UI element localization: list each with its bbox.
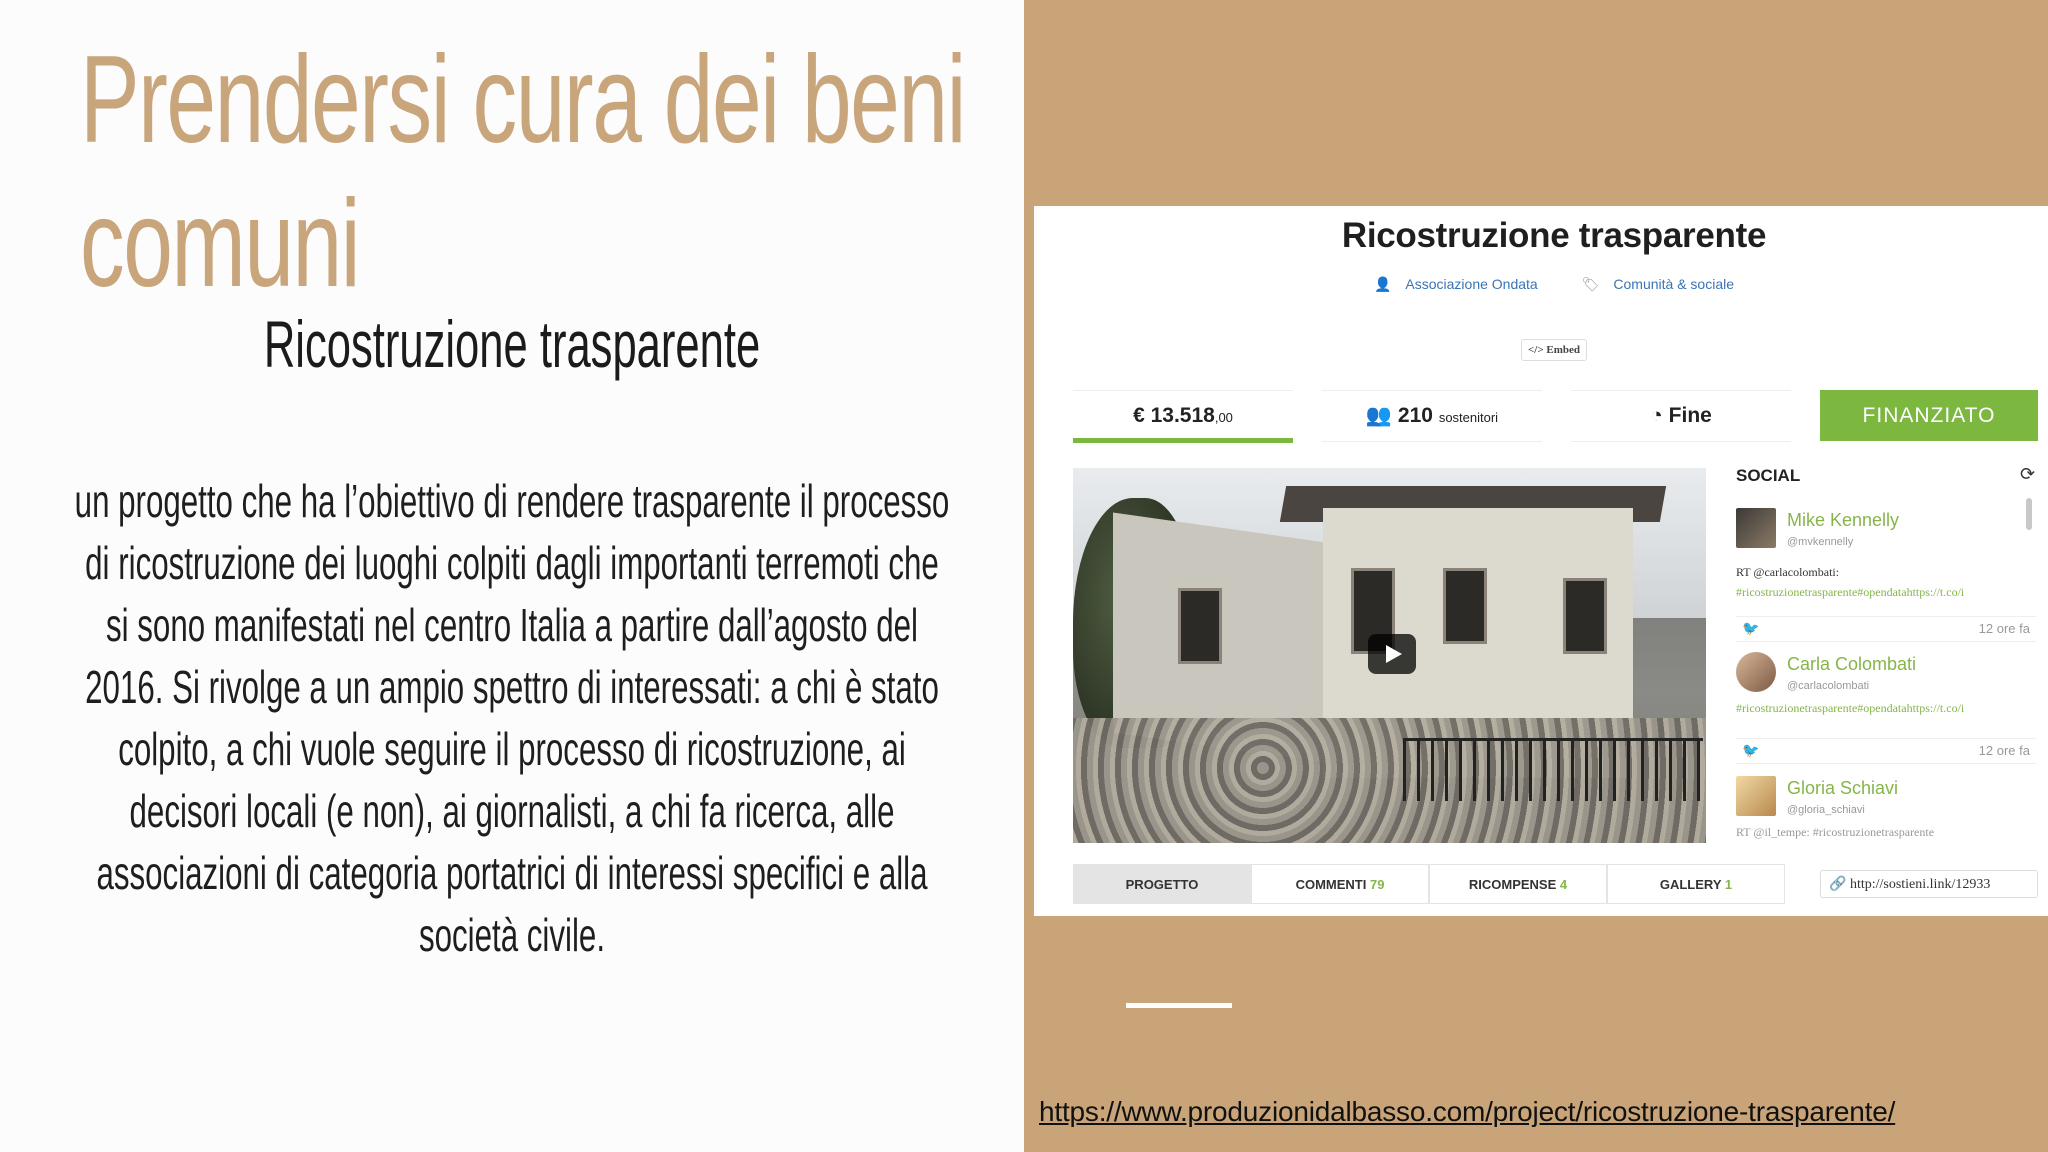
supporters-stat [1322, 390, 1542, 442]
slide-title-line-1: Prendersi cura dei beni [80, 31, 966, 169]
category-link[interactable] [1572, 276, 1744, 292]
link-icon: 🔗 [1829, 877, 1847, 892]
post-rt: RT @il_tempe: #ricostruzionetrasparente [1736, 825, 1935, 839]
tab-label: PROGETTO [1125, 877, 1199, 892]
slide-subtitle-text: Ricostruzione trasparente [263, 307, 761, 381]
tab-count: 1 [1724, 877, 1733, 892]
social-heading: SOCIAL [1736, 466, 1801, 485]
author-label: Associazione Ondata [1405, 276, 1538, 292]
post-handle: @mvkennelly [1787, 536, 1854, 548]
short-link-text: http://sostieni.link/12933 [1849, 877, 1991, 892]
tab-ricompense[interactable] [1429, 864, 1607, 904]
slide-title [80, 28, 966, 316]
video-window [1178, 588, 1222, 664]
post-rt: RT @carlacolombati: [1736, 565, 1840, 579]
tab-label: COMMENTI [1295, 877, 1367, 892]
source-link[interactable]: https://www.produzionidalbasso.com/project/ricostruzione-trasparente/ [1039, 1096, 1896, 1127]
post-tags[interactable]: #ricostruzionetrasparente#opendatahttps://t.co/i [1736, 585, 1965, 599]
post-author[interactable]: Mike Kennelly [1787, 510, 1900, 530]
twitter-icon[interactable]: 🐦 [1742, 620, 1760, 636]
status-label: Fine [1668, 404, 1712, 427]
amount-raised [1073, 390, 1293, 443]
tab-progetto[interactable] [1073, 864, 1251, 904]
video-window [1563, 578, 1607, 654]
post-text [1736, 698, 2036, 718]
short-link-field[interactable] [1820, 870, 2038, 898]
slide-subtitle [0, 306, 1024, 382]
amount-main: € 13.518 [1133, 404, 1215, 427]
author-link[interactable] [1364, 276, 1548, 292]
project-video[interactable] [1073, 468, 1706, 843]
social-scrollbar[interactable] [2026, 498, 2032, 530]
play-icon[interactable] [1368, 634, 1416, 674]
post-footer [1736, 616, 2036, 642]
supporters-count: 210 [1397, 404, 1433, 427]
tab-count: 4 [1559, 877, 1568, 892]
tab-count: 79 [1369, 877, 1385, 892]
tab-label: GALLERY [1659, 877, 1722, 892]
status-stat [1571, 390, 1791, 442]
slide-body [70, 470, 954, 966]
slide-title-line-2: comuni [80, 175, 360, 313]
twitter-icon[interactable]: 🐦 [1742, 742, 1760, 758]
post-handle: @gloria_schiavi [1787, 804, 1865, 816]
tab-commenti[interactable] [1251, 864, 1429, 904]
project-meta [1034, 276, 2048, 293]
avatar[interactable] [1736, 776, 1776, 816]
post-time: 12 ore fa [1978, 743, 2030, 758]
funded-button[interactable]: FINANZIATO [1820, 390, 2038, 441]
post-author[interactable]: Carla Colombati [1787, 654, 1917, 674]
embed-button[interactable]: </> Embed [1521, 339, 1587, 361]
avatar[interactable] [1736, 508, 1776, 548]
embed-label: Embed [1546, 344, 1580, 356]
video-window [1443, 568, 1487, 644]
post-text [1736, 562, 2036, 602]
amount-cents: ,00 [1214, 410, 1233, 425]
video-fence [1403, 738, 1703, 801]
user-icon: 👤 [1373, 276, 1392, 292]
tab-gallery[interactable] [1607, 864, 1785, 904]
decorative-line [1126, 1003, 1232, 1008]
tab-label: RICOMPENSE [1468, 877, 1557, 892]
refresh-icon[interactable]: ⟳ [2020, 464, 2036, 484]
post-handle: @carlacolombati [1787, 680, 1870, 692]
post-tags[interactable]: #ricostruzionetrasparente#opendatahttps://t.co/i [1736, 701, 1965, 715]
slide-body-text: un progetto che ha l’obiettivo di rendere trasparente il processo di ricostruzione dei luoghi colpiti dagli importanti terremoti che si sono manifestati nel centro Italia a partire dall’agosto del 2016. Si rivolge a un ampio spettro di interessati: a chi è stato colpito, a chi vuole seguire il processo di ricostruzione, ai decisori locali (e non), ai giornalisti, a chi fa ricerca, alle associazioni di categoria portatrici di interessi specifici e alla società civile. [74, 475, 950, 961]
tag-icon: 🏷 [1581, 276, 1600, 292]
project-screenshot [1034, 206, 2048, 916]
post-author[interactable]: Gloria Schiavi [1787, 778, 1899, 798]
project-title: Ricostruzione trasparente [1341, 216, 1767, 255]
post-text [1736, 822, 2036, 842]
supporters-label: sostenitori [1438, 410, 1499, 425]
users-icon: 👥 [1365, 404, 1393, 427]
post-time: 12 ore fa [1978, 621, 2030, 636]
avatar[interactable] [1736, 652, 1776, 692]
post-footer [1736, 738, 2036, 764]
category-label: Comunità & sociale [1613, 276, 1735, 292]
clock-icon: ◔ [1650, 404, 1663, 427]
